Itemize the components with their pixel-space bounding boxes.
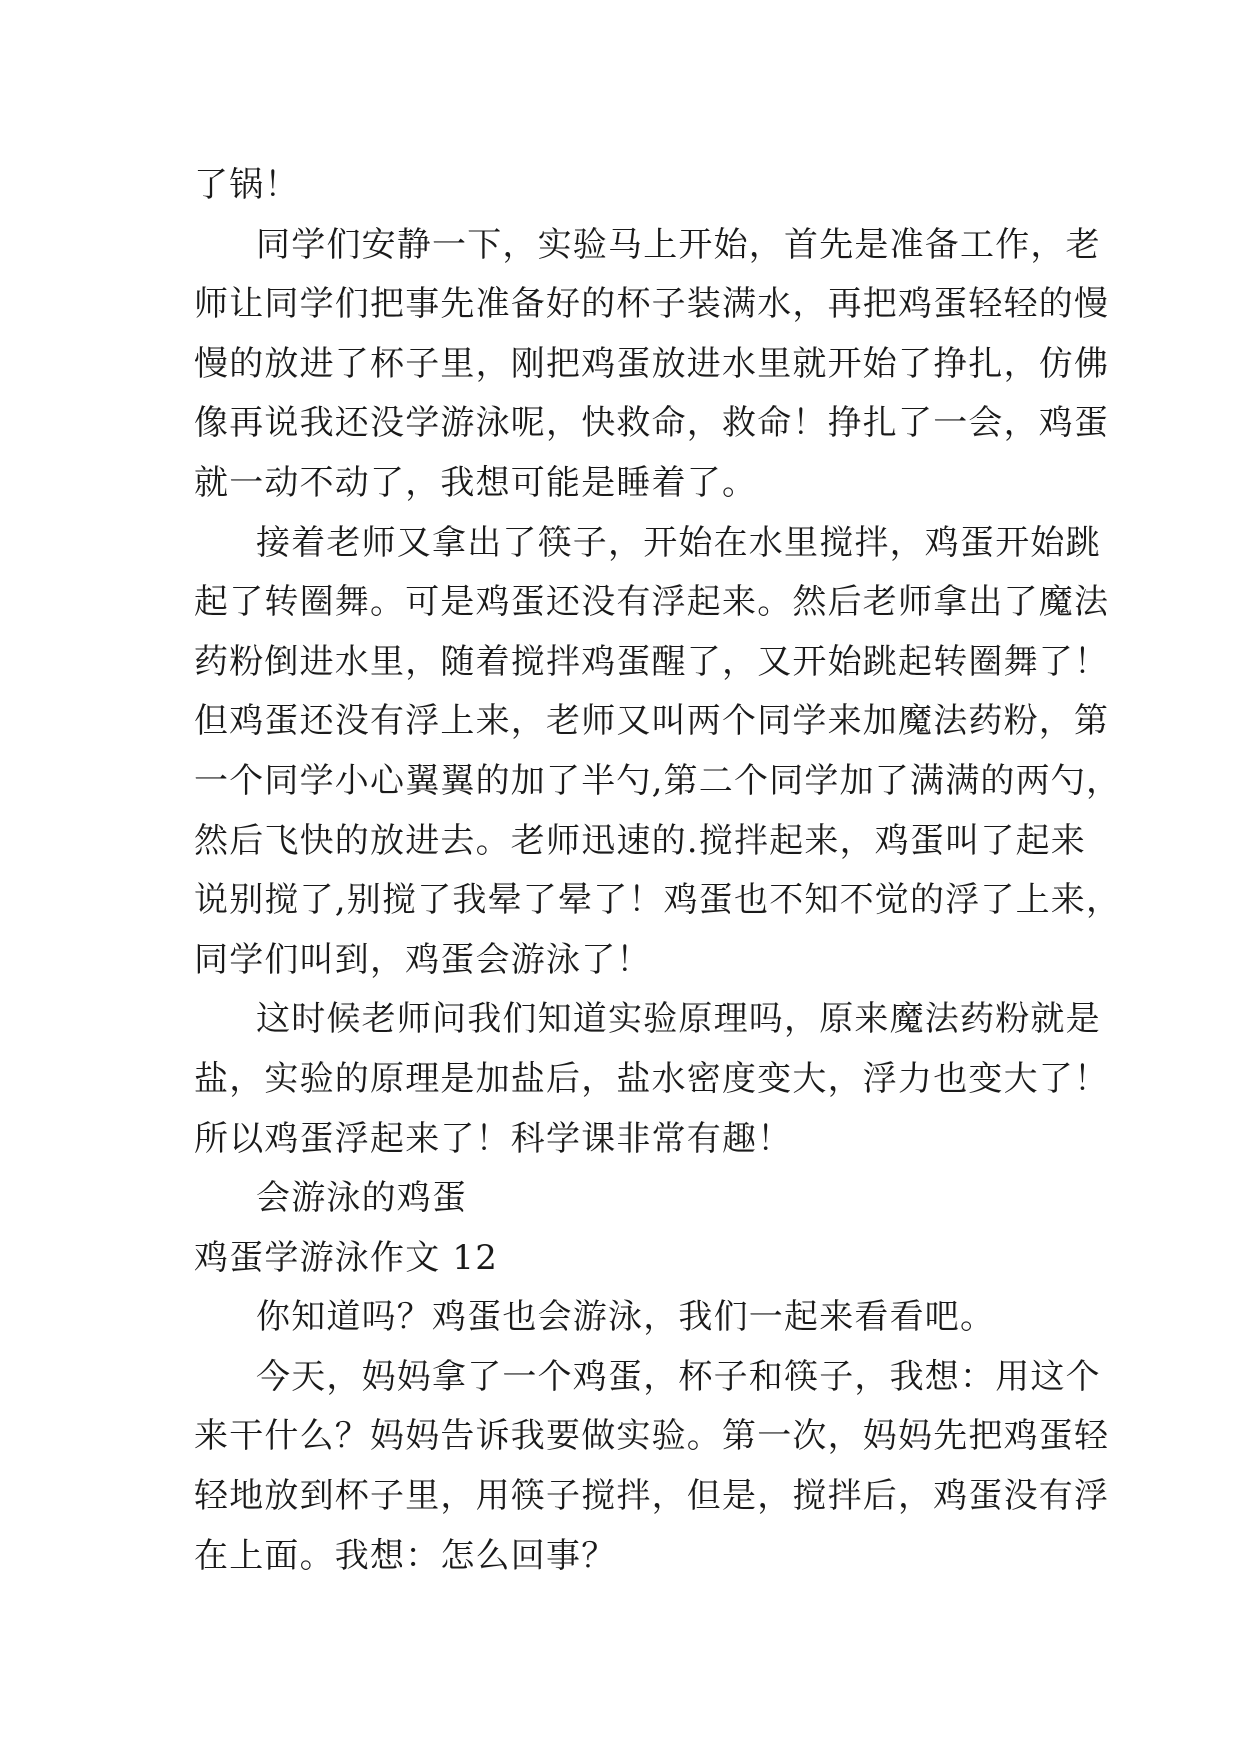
paragraph-first-line: 这时候老师问我们知道实验原理吗，原来魔法药粉就是 (256, 999, 1101, 1040)
text-line: 所以鸡蛋浮起来了！科学课非常有趣！ (194, 1118, 793, 1159)
text-line: 慢的放进了杯子里，刚把鸡蛋放进水里就开始了挣扎，仿佛 (194, 343, 1110, 384)
essay-subtitle: 会游泳的鸡蛋 (256, 1178, 468, 1219)
text-line: 师让同学们把事先准备好的杯子装满水，再把鸡蛋轻轻的慢 (194, 284, 1110, 325)
text-line: 轻地放到杯子里，用筷子搅拌，但是，搅拌后，鸡蛋没有浮 (194, 1476, 1110, 1517)
text-line: 然后飞快的放进去。老师迅速的.搅拌起来，鸡蛋叫了起来 (194, 820, 1087, 861)
essay-heading: 鸡蛋学游泳作文 12 (194, 1237, 499, 1278)
document-body (194, 156, 1122, 1586)
text-line: 像再说我还没学游泳呢，快救命，救命！挣扎了一会，鸡蛋 (194, 403, 1110, 444)
text-line: 在上面。我想：怎么回事？ (194, 1535, 617, 1576)
paragraph-first-line: 接着老师又拿出了筷子，开始在水里搅拌，鸡蛋开始跳 (256, 522, 1101, 563)
text-line: 起了转圈舞。可是鸡蛋还没有浮起来。然后老师拿出了魔法 (194, 582, 1110, 623)
paragraph-first-line: 同学们安静一下，实验马上开始，首先是准备工作，老 (256, 224, 1101, 265)
text-line: 药粉倒进水里，随着搅拌鸡蛋醒了，又开始跳起转圈舞了！ (194, 641, 1110, 682)
text-line: 盐，实验的原理是加盐后，盐水密度变大，浮力也变大了！ (194, 1058, 1110, 1099)
text-line: 来干什么？妈妈告诉我要做实验。第一次，妈妈先把鸡蛋轻 (194, 1416, 1110, 1457)
text-line: 说别搅了,别搅了我晕了晕了！鸡蛋也不知不觉的浮了上来， (194, 880, 1122, 921)
paragraph-first-line: 今天，妈妈拿了一个鸡蛋，杯子和筷子，我想：用这个 (256, 1356, 1101, 1397)
text-line: 一个同学小心翼翼的加了半勺,第二个同学加了满满的两勺， (194, 760, 1122, 801)
text-line: 但鸡蛋还没有浮上来，老师又叫两个同学来加魔法药粉，第 (194, 701, 1110, 742)
text-line: 同学们叫到，鸡蛋会游泳了！ (194, 939, 652, 980)
text-line: 了锅！ (194, 165, 300, 205)
text-line: 就一动不动了，我想可能是睡着了。 (194, 462, 758, 503)
paragraph-first-line: 你知道吗？鸡蛋也会游泳，我们一起来看看吧。 (256, 1297, 996, 1338)
